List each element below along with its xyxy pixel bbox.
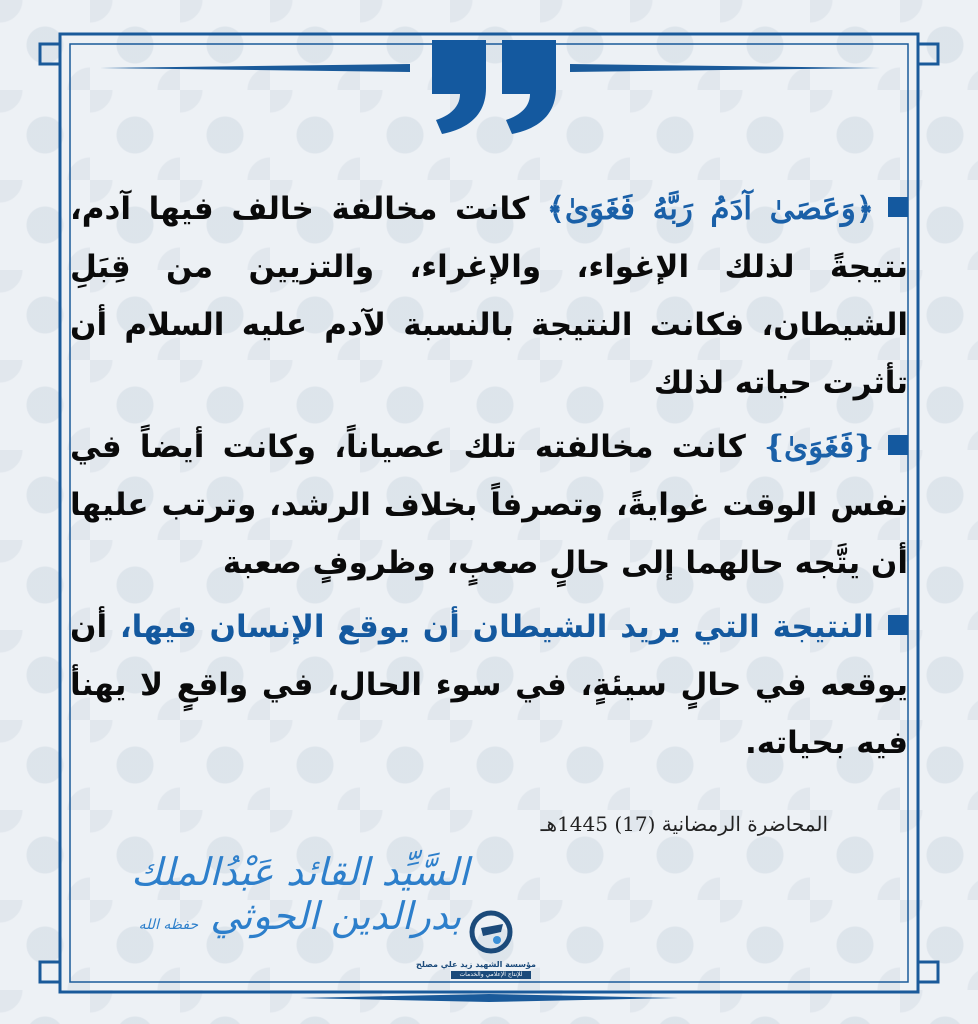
closing-quote-icon (428, 40, 560, 134)
square-bullet-icon (888, 197, 908, 217)
square-bullet-icon (888, 615, 908, 635)
paragraph-2 (70, 418, 908, 592)
signature-note: حفظه الله (138, 917, 199, 933)
square-bullet-icon (888, 435, 908, 455)
lecture-source: المحاضرة الرمضانية (17) 1445هـ (540, 812, 828, 836)
paragraph-1 (70, 180, 908, 412)
foundation-logo-icon (469, 910, 513, 954)
paragraph-text: كانت مخالفة خالف فيها آدم، نتيجةً لذلك الإغواء، والإغراء، والتزيين من قِبَلِ الشيطان، فكانت النتيجة بالنسبة لآدم عليه السلام أن تأثرت حياته لذلك (70, 191, 908, 401)
logo-title: مؤسسة الشهيد زيد علي مصلح (416, 960, 536, 969)
paragraph-text: كانت مخالفته تلك عصياناً، وكانت أيضاً في نفس الوقت غوايةً، وتصرفاً بخلاف الرشد، وترتب عليها أن يتَّجه حالهما إلى حالٍ صعبٍ، وظروفٍ صعبة (70, 429, 908, 581)
signature-name: السَّيِّد القائد عَبْدُالملك بدرالدين الحوثي (131, 850, 469, 938)
highlighted-text: النتيجة التي يريد الشيطان أن يوقع الإنسان فيها، (119, 609, 874, 645)
quran-verse: {فَغَوَىٰ} (764, 429, 874, 465)
paragraph-3 (70, 598, 908, 772)
paragraph-text: أن يوقعه في حالٍ سيئةٍ، في سوء الحال، في واقعٍ لا يهنأ فيه بحياته. (70, 609, 908, 761)
foundation-logo (416, 910, 536, 979)
quran-verse: ﴿وَعَصَىٰ آدَمُ رَبَّهُ فَغَوَىٰ﴾ (546, 191, 874, 227)
quote-body (70, 180, 908, 778)
logo-subtitle: للإنتاج الإعلامي والخدمات (451, 971, 531, 979)
